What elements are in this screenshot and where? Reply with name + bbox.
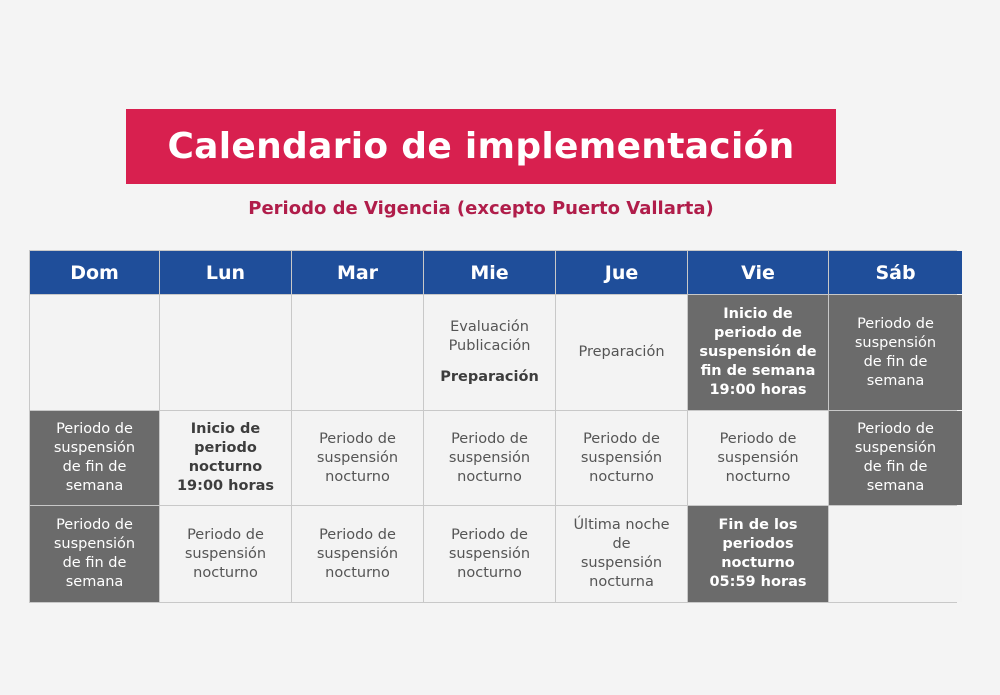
calendar-cell xyxy=(688,295,828,410)
cell-line: suspensión xyxy=(580,555,663,571)
cell-line: Periodo de xyxy=(56,517,133,533)
day-header-3: Mie xyxy=(424,251,555,294)
day-header-4: Jue xyxy=(556,251,687,294)
cell-line: suspensión xyxy=(854,440,937,456)
calendar-cell xyxy=(424,506,555,602)
cell-line: de fin de xyxy=(62,459,127,475)
page-subtitle: Periodo de Vigencia (excepto Puerto Vallarta) xyxy=(248,198,714,219)
calendar-cell xyxy=(160,411,291,505)
day-header-0: Dom xyxy=(30,251,159,294)
cell-line: Periodo de xyxy=(451,526,528,543)
calendar-cell xyxy=(30,411,159,505)
cell-line: fin de semana xyxy=(700,363,816,379)
calendar-cell xyxy=(292,295,423,410)
cell-line: semana xyxy=(65,574,124,590)
cell-line: Periodo de xyxy=(719,430,797,447)
calendar-cell xyxy=(688,411,828,505)
page-title: Calendario de implementación xyxy=(126,109,836,184)
cell-line: periodo xyxy=(194,440,257,456)
cell-line: Periodo de xyxy=(56,421,133,437)
calendar-cell xyxy=(30,506,159,602)
cell-line: suspensión xyxy=(448,449,531,466)
cell-line: Periodo de xyxy=(857,315,934,332)
cell-line: Periodo de xyxy=(187,526,264,543)
cell-line: de xyxy=(612,536,631,552)
cell-line: 19:00 horas xyxy=(709,382,807,398)
cell-line: nocturno xyxy=(193,564,258,581)
calendar-cell xyxy=(424,295,555,410)
calendar-table xyxy=(29,250,957,603)
cell-line: Inicio de xyxy=(723,306,793,322)
day-header-2: Mar xyxy=(292,251,423,294)
cell-line: suspensión xyxy=(53,536,136,552)
day-header-1: Lun xyxy=(160,251,291,294)
calendar-cell xyxy=(556,506,687,602)
cell-line: semana xyxy=(866,372,925,389)
day-header-6: Sáb xyxy=(829,251,962,294)
calendar-cell xyxy=(424,411,555,505)
calendar-cell xyxy=(829,295,962,410)
cell-line: nocturno xyxy=(325,564,390,581)
cell-line: nocturno xyxy=(589,468,654,485)
cell-line: semana xyxy=(65,478,124,494)
day-header-5: Vie xyxy=(688,251,828,294)
cell-line: suspensión xyxy=(316,545,399,562)
cell-line: suspensión xyxy=(184,545,267,562)
cell-line: de fin de xyxy=(62,555,127,571)
cell-line: suspensión xyxy=(448,545,531,562)
cell-line: Periodo de xyxy=(857,421,934,437)
cell-line: Periodo de xyxy=(583,430,660,447)
calendar-cell xyxy=(556,295,687,410)
cell-line: Preparación xyxy=(578,344,665,360)
cell-line: 05:59 horas xyxy=(709,574,807,590)
cell-line: Última noche xyxy=(573,517,670,533)
cell-line: nocturno xyxy=(457,468,522,485)
cell-line: periodos xyxy=(722,536,794,552)
cell-line: Periodo de xyxy=(319,430,396,447)
cell-line: Fin de los xyxy=(718,517,798,533)
calendar-cell xyxy=(829,411,962,505)
cell-line: de fin de xyxy=(863,353,928,370)
cell-line: suspensión xyxy=(854,334,937,351)
cell-line: Inicio de xyxy=(190,421,261,437)
calendar-cell xyxy=(556,411,687,505)
cell-line: Periodo de xyxy=(451,430,528,447)
cell-line: suspensión xyxy=(316,449,399,466)
calendar-cell xyxy=(292,506,423,602)
cell-line: de fin de xyxy=(863,459,928,475)
cell-line: suspensión xyxy=(580,449,663,466)
cell-line: 19:00 horas xyxy=(176,478,275,494)
calendar-cell xyxy=(160,506,291,602)
cell-line: suspensión de xyxy=(699,344,817,360)
cell-line: nocturno xyxy=(725,468,791,485)
calendar-cell xyxy=(829,506,962,602)
cell-line: Publicación xyxy=(448,338,531,354)
calendar-cell xyxy=(30,295,159,410)
cell-line: nocturno xyxy=(457,564,522,581)
cell-line: suspensión xyxy=(53,440,136,456)
calendar-cell xyxy=(688,506,828,602)
calendar-cell xyxy=(292,411,423,505)
cell-line: nocturno xyxy=(721,555,795,571)
cell-line: nocturno xyxy=(188,459,263,475)
cell-line: Periodo de xyxy=(319,526,396,543)
cell-line: suspensión xyxy=(717,449,799,466)
cell-line: Evaluación xyxy=(450,319,529,335)
cell-line: periodo de xyxy=(714,325,802,341)
cell-extra-line: Preparación xyxy=(440,369,539,385)
calendar-cell xyxy=(160,295,291,410)
cell-line: nocturno xyxy=(325,468,390,485)
cell-line: nocturna xyxy=(589,574,654,590)
cell-line: semana xyxy=(866,478,925,494)
